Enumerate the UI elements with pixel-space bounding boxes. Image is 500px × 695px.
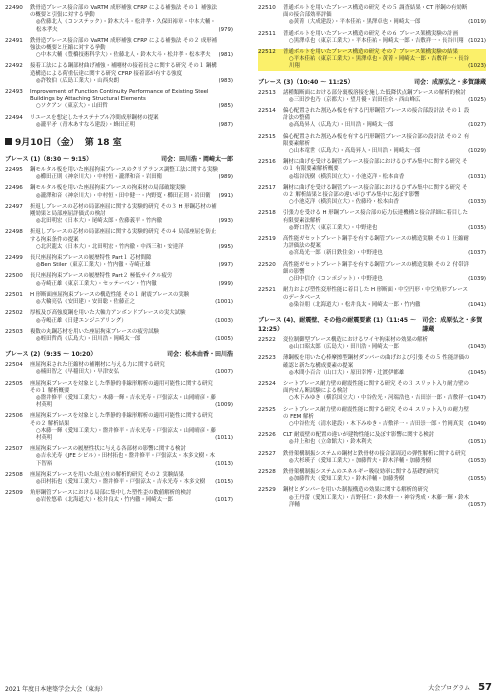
- paper-authors: ○ソクアン（東京大）・山田哲: [36, 103, 108, 110]
- paper-body: [30, 381, 233, 410]
- paper-entry: [5, 446, 233, 468]
- paper-page: (1033): [468, 199, 486, 206]
- paper-title: 耐力および塑性変形性能に着目した H 形断面・中空円形・中空角形ブレースのデータベース: [283, 287, 468, 301]
- paper-entry: [5, 204, 233, 226]
- paper-entry: [258, 210, 486, 232]
- paper-body: [30, 167, 233, 181]
- session-header: [5, 349, 233, 358]
- paper-authors: ○山本竜世（広島大）・高島昇人・田川浩・岡崎太一郎: [289, 148, 421, 155]
- paper-page: (1029): [468, 148, 486, 155]
- day-header: [5, 135, 233, 148]
- paper-title: 鉄骨架構制振システムのエネルギー吸収効率に関する基礎的研究: [283, 468, 439, 475]
- paper-page: (989): [218, 174, 233, 181]
- paper-entry: [258, 432, 486, 446]
- session-label: ブレース (1)（8:30 〜 9:15）: [5, 156, 93, 164]
- paper-page: (1041): [468, 301, 486, 308]
- paper-authors: ○黒澤卓也（東京工業大）・平本佳祐・岡崎太一郎・吉敷祥一・長谷川翔: [289, 37, 464, 44]
- paper-body: [30, 38, 233, 60]
- paper-page: (1011): [215, 434, 233, 441]
- paper-authors: ◎大杉瑛子（愛知工業大）・加藤哲夫・鈴木洋輔・加藤秀樹: [289, 457, 432, 464]
- paper-body: [30, 185, 233, 199]
- session-label: ブレース (2)（9:35 〜 10:20）: [5, 351, 97, 359]
- paper-page: (997): [218, 262, 233, 269]
- paper-number: 22492: [5, 63, 23, 70]
- paper-page: (1003): [215, 317, 233, 324]
- paper-number: 22503: [5, 328, 23, 335]
- paper-body: [283, 5, 486, 27]
- paper-authors: ◎寺嶋正雄（日建エンジニアリング）: [36, 317, 127, 324]
- paper-body: [30, 273, 233, 287]
- paper-body: [30, 115, 233, 129]
- paper-page: (1013): [215, 460, 233, 467]
- paper-number: 22502: [5, 310, 23, 317]
- paper-title: 偏心配置された割込み板を有する円形鋼管ブレースの接合部設計法 その１ 設計法の整備: [283, 108, 470, 122]
- paper-entry: [5, 89, 233, 111]
- paper-number: 22505: [5, 380, 23, 387]
- paper-authors: ◎加藤哲夫（愛知工業大）・鈴木洋輔・加藤秀樹: [289, 476, 405, 483]
- paper-number: 22499: [5, 255, 23, 262]
- paper-title: シートブレース耐力壁の耐震性能に関する研究 その４ スリット入りの耐力壁の FEM 解析: [283, 406, 469, 420]
- paper-entry: [258, 31, 486, 45]
- paper-number: 22528: [258, 468, 276, 475]
- paper-title: 接着工法による鋼部材曲げ補強・補剛材の接着長さに関する研究 その１ 鋼構造構造による荷重伝達に関する研究 CFRP 接着部が有する強度: [30, 63, 217, 77]
- paper-entry: [258, 90, 486, 104]
- paper-number: 22517: [258, 184, 276, 191]
- paper-page: (1017): [215, 497, 233, 504]
- paper-title: 普通ボルトを用いたブレース構造の研究 その７ ブレース架構実験の結果: [283, 49, 458, 56]
- paper-title: Improvement of Function Continuity Performance of Existing Steel Buildings by Attaching Structural Elements: [30, 89, 209, 103]
- paper-entry: [5, 490, 233, 504]
- paper-authors: ◎木間小百合（山口大）・原田幸博・辻渡伊都雄: [289, 369, 405, 376]
- paper-page: (1055): [468, 476, 486, 483]
- paper-number: 22525: [258, 406, 276, 413]
- square-bullet-icon: [5, 138, 12, 145]
- paper-body: [30, 310, 233, 324]
- paper-authors: ◎寺崎正雄（東京工業大）・セッテーベン・竹内徹: [36, 280, 157, 287]
- paper-authors: ◎櫛田正則（神奈川大）・中村恒・瀧澤和音・岩田衛: [36, 174, 162, 181]
- paper-title: 鋼材に曲げを受ける鋼管ブレース接合部におけるひずみ集中に関する研究 その１ 有限要素解析概要: [283, 159, 468, 173]
- paper-page: (983): [218, 77, 233, 84]
- paper-page: (979): [218, 26, 233, 33]
- paper-number: 22509: [5, 490, 23, 497]
- paper-entry: [5, 381, 233, 410]
- paper-title: 座屈拘束ブレースを対象とした準静的非線形解析の適用可能性に関する研究 その２ 解析結果: [30, 413, 213, 427]
- paper-number: 22516: [258, 159, 276, 166]
- paper-title: 鋼材とダンパーを用いた制振構造の効果に関する解析的研究: [283, 487, 429, 494]
- paper-page: (1043): [468, 344, 486, 351]
- paper-entry: [258, 337, 486, 351]
- paper-authors: ◎佐藤北人（コンステック）・鈴木大斗・松井孝・久保田裕章・中本大輔・松本孝夫: [36, 19, 216, 33]
- paper-page: (1001): [215, 299, 233, 306]
- paper-number: 22504: [5, 362, 23, 369]
- paper-page: (1037): [468, 250, 486, 257]
- paper-body: [30, 446, 233, 468]
- paper-number: 22494: [5, 114, 23, 121]
- paper-title: 座屈拘束ブレースを用いた組立柱の解析的研究 その２ 実験結果: [30, 471, 184, 478]
- paper-body: [30, 292, 233, 306]
- paper-number: 22513: [258, 89, 276, 96]
- day-label: 9月10日（金）: [15, 138, 79, 149]
- paper-body: [30, 204, 233, 226]
- paper-entry: [258, 134, 486, 156]
- paper-title: リユースを想定したサステナブル冷間成形鋼材の提案: [30, 114, 159, 121]
- paper-number: 22523: [258, 355, 276, 362]
- paper-title: 折返しブレースの芯材の局部座屈に関する実験的研究 その４ 局部座屈を防止する拘束条件の提案: [30, 229, 217, 243]
- paper-authors: ◎許牧伯（広島工業大）・山西央朗: [36, 77, 119, 84]
- session-chair: 司会：成原弘之・多賀謙蔵: [422, 316, 483, 333]
- paper-title: 座屈拘束ブレースを対象とした準静的非線形解析の適用可能性に関する研究 その１ 解析概要: [30, 380, 213, 394]
- paper-number: 22529: [258, 487, 276, 494]
- paper-authors: ○木下みゆき（横浜国立大）・中谷佐光・河端浩也・吉田崇一郎・吉敷祥一: [289, 395, 469, 402]
- paper-number: 22493: [5, 89, 23, 96]
- session-header: [5, 154, 233, 163]
- paper-number: 22498: [5, 229, 23, 236]
- paper-title: 複数の丸鋼芯材を用いた座屈拘束ブレースの疲労試験: [30, 328, 159, 335]
- paper-entry: [5, 115, 233, 129]
- paper-page: (1015): [215, 478, 233, 485]
- paper-title: 薄鋼板を用いた心棒摩擦型鋼材ダンパーの曲げおよび引張 その５ 性能評価の確認と新たな構成要素の提案: [283, 355, 470, 369]
- paper-body: [30, 413, 233, 442]
- footer-program: 大会プログラム: [428, 685, 471, 692]
- paper-page: (999): [218, 280, 233, 287]
- paper-entry: [5, 5, 233, 34]
- paper-title: 鉄骨造ブレース接合部の VaRTM 成形補強 CFRP による補強法 その２ 成形補強法の概要と圧縮に対する挙動: [30, 37, 218, 52]
- session-header: [258, 315, 486, 333]
- page-footer: [5, 682, 492, 693]
- paper-body: [283, 355, 486, 377]
- left-column: [5, 5, 233, 509]
- paper-number: 22514: [258, 108, 276, 115]
- paper-number: 22515: [258, 133, 276, 140]
- paper-title: 長尺座屈拘束ブレースの履歴特性 Part２ 極低サイクル疲労: [30, 273, 173, 280]
- paper-entry: [5, 167, 233, 181]
- paper-body: [283, 134, 486, 156]
- paper-page: (1051): [468, 439, 486, 446]
- paper-page: (1039): [468, 276, 486, 283]
- paper-page: (1053): [468, 457, 486, 464]
- paper-page: (1023): [468, 63, 486, 70]
- paper-authors: ◎井上和也（立命館大）・鈴木利夫: [289, 439, 372, 446]
- paper-number: 22497: [5, 203, 23, 210]
- paper-body: [283, 381, 486, 403]
- footer-right: [428, 682, 492, 693]
- paper-number: 22521: [258, 287, 276, 294]
- paper-page: (1005): [215, 335, 233, 342]
- paper-body: [283, 287, 486, 309]
- paper-number: 22512: [258, 49, 276, 56]
- paper-title: 偏心配置された割込み板を有する円形鋼管ブレース接合部の設計法 その２ 有限要素解析: [283, 133, 470, 147]
- paper-entry: [5, 362, 233, 376]
- paper-number: 22511: [258, 30, 276, 37]
- paper-number: 22520: [258, 261, 276, 268]
- paper-title: 厚板及び高強度鋼を用いた大軸力アンボンドブレースの実大試験: [30, 310, 186, 317]
- paper-entry: [5, 292, 233, 306]
- paper-authors: ◎北田明宏（日本大）・尾崎太郎・佐藤義平・竹内徹: [36, 218, 162, 225]
- footer-page-number: 57: [478, 682, 492, 693]
- paper-page: (1035): [468, 224, 486, 231]
- paper-authors: ◎塩谷洸樹（横浜国立大）・小池克洋・松本由香: [289, 173, 405, 180]
- paper-page: (1019): [468, 19, 486, 26]
- paper-number: 22507: [5, 446, 23, 453]
- paper-body: [30, 329, 233, 343]
- paper-body: [30, 472, 233, 486]
- paper-body: [30, 255, 233, 269]
- paper-body: [283, 159, 486, 181]
- paper-title: 鋼モルタル板を用いた座屈拘束ブレースのクリアランス調整工法に関する実験: [30, 167, 218, 174]
- paper-entry: [5, 329, 233, 343]
- paper-body: [283, 236, 486, 258]
- paper-number: 22500: [5, 273, 23, 280]
- paper-title: 変位制御型ブレース構造におけるワイヤ拘束材の効果の解析: [283, 336, 428, 343]
- paper-authors: ◎高島昇人（広島大）・田川浩・岡崎太一郎: [289, 122, 394, 129]
- paper-body: [30, 63, 233, 85]
- paper-entry: [258, 287, 486, 309]
- paper-page: (1007): [215, 369, 233, 376]
- paper-authors: ○田中信介（コンポジット）・中野達也: [289, 276, 383, 283]
- paper-entry: [258, 159, 486, 181]
- paper-title: 鋼材に曲げを受ける鋼管ブレース接合部におけるひずみ集中に関する研究 その２ 解析結果と接合部の違いがひずみ集中に及ぼす影響: [283, 184, 468, 199]
- paper-number: 22519: [258, 236, 276, 243]
- paper-authors: ○北沢龍太（日本大）・北田明宏・竹内徹・中西三和・安達洋: [36, 243, 184, 250]
- paper-page: (981): [218, 52, 233, 59]
- paper-number: 22508: [5, 471, 23, 478]
- session-chair: 司会：田川浩・岡崎太一郎: [160, 156, 233, 164]
- paper-number: 22495: [5, 167, 23, 174]
- paper-entry: [258, 49, 486, 71]
- footer-conference: 2021 年度日本建築学会大会（東海）: [5, 686, 107, 693]
- paper-entry: [258, 262, 486, 284]
- paper-title: シートブレース耐力壁の耐震性能に関する研究 その３ スリット入り耐力壁の面内せん断試験による検討: [283, 380, 469, 395]
- paper-entry: [258, 236, 486, 258]
- paper-entry: [258, 108, 486, 130]
- paper-body: [283, 337, 486, 351]
- paper-body: [283, 432, 486, 446]
- paper-authors: ◎田村拓也（愛知工業大）・盤井修平・戸張涼太・吉永光寿・本多文樹: [36, 478, 206, 485]
- paper-page: (1057): [468, 501, 486, 508]
- paper-page: (1009): [215, 402, 233, 409]
- paper-entry: [258, 451, 486, 465]
- paper-authors: ○小池克洋（横浜国立大）・佐藤玲・松本由香: [289, 199, 399, 206]
- paper-page: (1025): [468, 96, 486, 103]
- paper-body: [30, 490, 233, 504]
- paper-authors: ○中谷佐光（清水建設）・木下みゆき・吉敷祥一・吉田崇一郎・竹岡真実: [289, 420, 464, 427]
- paper-title: 鋼モルタル板を用いた座屈拘束ブレースの拘束材の局部破壊実験: [30, 185, 186, 192]
- paper-title: 座屈拘束された圧縮材の補剛材に与える力に関する研究: [30, 362, 165, 369]
- paper-body: [283, 210, 486, 232]
- paper-authors: ◎黄菁（大成建設）・平本佳祐・黒澤卓也・岡崎太一郎: [289, 19, 421, 26]
- room-label: 第 18 室: [84, 138, 122, 149]
- paper-number: 22496: [5, 185, 23, 192]
- paper-number: 22491: [5, 37, 23, 44]
- paper-entry: [258, 381, 486, 403]
- paper-entry: [5, 310, 233, 324]
- paper-page: (1047): [468, 395, 486, 402]
- paper-body: [283, 487, 486, 509]
- paper-body: [283, 49, 486, 71]
- paper-entry: [5, 185, 233, 199]
- paper-entry: [258, 487, 486, 509]
- paper-authors: ◎吉永光寿（JFE シビル）・田村拓也・盤井修平・戸張涼太・本多文樹・木下智裕: [36, 453, 215, 467]
- paper-page: (1027): [468, 122, 486, 129]
- session-chair: 司会：松本由香・田川浩: [166, 351, 233, 359]
- paper-number: 22501: [5, 291, 23, 298]
- paper-authors: ◎大輪亮弘（安田建）・安田聡・佐藤正之: [36, 299, 136, 306]
- session-label: ブレース (3)（10:40 〜 11:25）: [258, 78, 354, 86]
- paper-entry: [5, 273, 233, 287]
- paper-title: 長尺座屈拘束ブレースの履歴特性 Part１ 芯材間隙: [30, 255, 152, 262]
- paper-title: 折返しブレースの芯材の局部座屈に関する実験的研究 その３ H 形鋼芯材の補剛効果と局部座屈評価式の検討: [30, 203, 217, 218]
- paper-title: 鉄骨造ブレース接合部の VaRTM 成形補強 CFRP による補強法 その１ 補強法の概要と引張に対する挙動: [30, 5, 218, 19]
- paper-entry: [5, 255, 233, 269]
- paper-page: (995): [218, 243, 233, 250]
- paper-entry: [5, 63, 233, 85]
- paper-title: 引張力を受ける H 形鋼ブレース接合部の応力伝達機構と接合詳細に着目した有限要素法解析: [283, 210, 468, 224]
- paper-page: (987): [218, 121, 233, 128]
- paper-title: 角形鋼管ブレースにおける局部に集中した塑性歪の数値解析的検討: [30, 490, 192, 497]
- paper-page: (1045): [468, 369, 486, 376]
- paper-entry: [258, 355, 486, 377]
- paper-authors: ◎楠田智之（早稲田大）・早津安弘: [36, 369, 119, 376]
- paper-authors: ◎瀧平矛（青木あすなろ建設）・蜂田正明: [36, 121, 136, 128]
- paper-number: 22526: [258, 432, 276, 439]
- paper-entry: [258, 407, 486, 429]
- paper-authors: ◎山口昭太郎（広島大）・田川浩・岡崎太一郎: [289, 344, 399, 351]
- paper-body: [283, 90, 486, 104]
- paper-page: (985): [218, 103, 233, 110]
- paper-body: [283, 31, 486, 45]
- paper-authors: ◎岩佐悠希（北海道大）・松井良太・竹内徹・岡崎太一郎: [36, 497, 173, 504]
- paper-body: [283, 469, 486, 483]
- paper-authors: ◎野口智大（東京工業大）・中野達也: [289, 224, 378, 231]
- paper-title: 普通ボルトを用いたブレース構造の研究 その５ 調査結果・CT 形鋼の有効断面の接合部効率評価: [283, 5, 468, 19]
- paper-page: (1021): [468, 37, 486, 44]
- paper-entry: [258, 5, 486, 27]
- paper-number: 22518: [258, 210, 276, 217]
- paper-authors: ◎盤井修平（愛知工業大）・木藤一輝・吉永光寿・戸張涼太・山岡晴彦・藤村英明: [36, 394, 216, 409]
- paper-entry: [5, 229, 233, 251]
- paper-body: [283, 262, 486, 284]
- paper-authors: ○木藤一輝（愛知工業大）・盤井修平・吉永光寿・戸張涼太・山岡晴彦・藤村英明: [36, 427, 216, 441]
- paper-number: 22490: [5, 5, 23, 11]
- paper-number: 22506: [5, 413, 23, 420]
- paper-body: [283, 108, 486, 130]
- paper-entry: [258, 469, 486, 483]
- paper-title: H 形断面座屈拘束ブレースの構造性能 その１ 耐震ブレースの実験: [30, 291, 190, 298]
- paper-authors: ◎王丹蕾（愛知工業大）・吉野佳仁・鈴木修一・神谷秀成・木藤一輝・鈴木洋輔: [289, 494, 469, 508]
- paper-number: 22522: [258, 336, 276, 343]
- paper-title: 普通ボルトを用いたブレース構造の研究 その６ ブレース架構実験の計画: [283, 30, 458, 37]
- paper-body: [283, 185, 486, 207]
- paper-number: 22524: [258, 380, 276, 387]
- paper-title: CLT 耐震壁の配置の違いが建物性能に及ぼす影響に関する検討: [283, 432, 435, 439]
- paper-body: [30, 5, 233, 34]
- paper-entry: [5, 472, 233, 486]
- paper-authors: ◎三田沙也乃（京都大）・望月優・岩田佳奈・西山峰広: [289, 96, 421, 103]
- paper-number: 22510: [258, 5, 276, 11]
- paper-entry: [5, 38, 233, 60]
- paper-entry: [5, 413, 233, 442]
- paper-authors: ○中本大輔（豊橋技術科学大）・佐藤北人・鈴木大斗・松井孝・松本孝夫: [36, 52, 211, 59]
- paper-authors: ◎宮島光一郎（新日鉄住金）・中野達也: [289, 250, 383, 257]
- paper-body: [30, 362, 233, 376]
- paper-entry: [258, 185, 486, 207]
- paper-authors: ◎Ben Stiler（東京工業大）・竹内徹・寺崎正雄: [36, 262, 151, 269]
- paper-authors: ◎瀧澤和音（神奈川大）・中村恒・田中健一・内野寛・櫛田正則・岩田衛: [36, 192, 211, 199]
- paper-title: 座屈拘束ブレースの履歴性状に与える各部材の影響に関する検討: [30, 446, 186, 453]
- paper-page: (993): [218, 218, 233, 225]
- paper-authors: ○平本佳祐（東京工業大）・黒澤卓也・黄菁・岡崎太一郎・吉敷祥一・長谷川翔: [289, 56, 469, 70]
- paper-body: [30, 89, 233, 111]
- session-chair: 司会：成原弘之・多賀謙蔵: [413, 78, 486, 86]
- session-label: ブレース (4)、耐震壁、その他の耐震要素 (1)（11:45 〜 12:25）: [258, 316, 417, 333]
- paper-body: [283, 451, 486, 465]
- paper-page: (1049): [468, 420, 486, 427]
- session-header: [258, 77, 486, 86]
- paper-title: 高性能ガセットプレート鋼手を有する鋼管ブレースの構造実験 その１ 圧縮耐力評価法の提案: [283, 236, 469, 250]
- paper-title: 高性能ガセットプレート鋼手を有する鋼管ブレースの構造実験 その２ 付帯詳細の影響: [283, 261, 469, 275]
- right-column: [258, 5, 486, 513]
- paper-page: (1031): [468, 173, 486, 180]
- paper-body: [30, 229, 233, 251]
- paper-page: (991): [218, 192, 233, 199]
- paper-number: 22527: [258, 450, 276, 457]
- paper-body: [283, 407, 486, 429]
- paper-title: 鉄骨架構制振システムの鋼材と鉄骨材の接合部周辺の弾性解析に関する研究: [283, 450, 466, 457]
- paper-title: 諸種類断面における部分裏板溶接を施した低降伏点鋼ブレースの解析的検討: [283, 89, 466, 96]
- paper-authors: ◎蛭田哲尚（広島大）・田川浩・岡崎太一郎: [36, 335, 141, 342]
- paper-authors: ◎染谷朋（北海道大）・松井良太・岡崎太一郎・竹内徹: [289, 301, 421, 308]
